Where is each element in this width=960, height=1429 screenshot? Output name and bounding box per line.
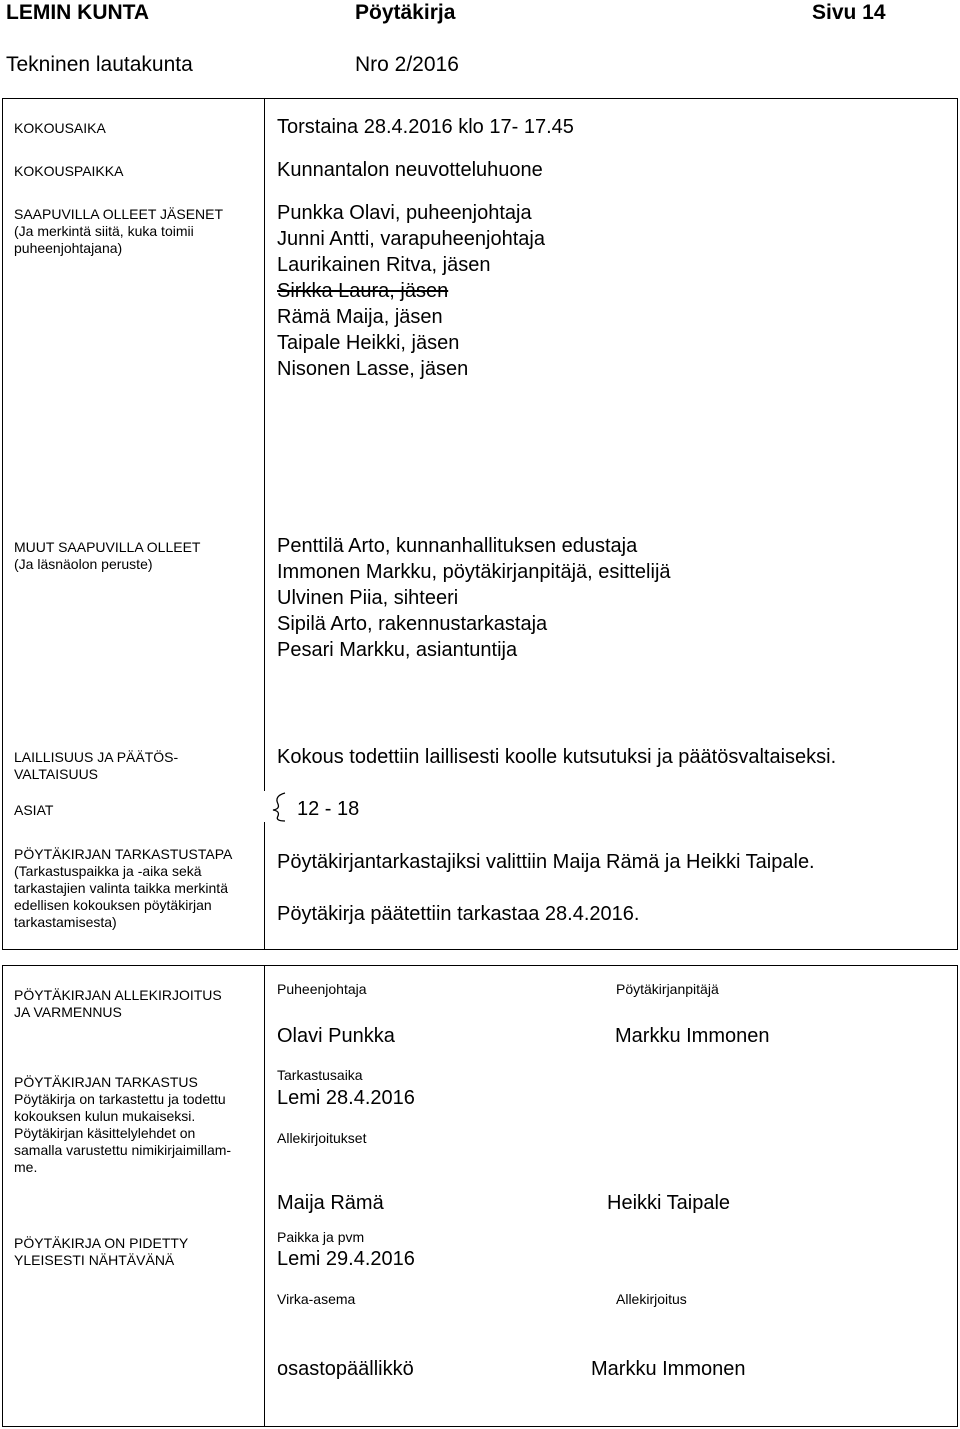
others-label	[14, 539, 200, 573]
check-label-line: PÖYTÄKIRJAN TARKASTUS	[14, 1074, 198, 1090]
members-label-line: (Ja merkintä siitä, kuka toimii	[14, 223, 194, 239]
review-label-line: (Tarkastuspaikka ja -aika sekä	[14, 863, 202, 879]
board-name: Tekninen lautakunta	[6, 53, 193, 76]
matters-value: 12 - 18	[297, 798, 360, 820]
check-label-line: samalla varustettu nimikirjaimillam-	[14, 1142, 232, 1158]
check-label-line: Pöytäkirja on tarkastettu ja todettu	[14, 1091, 226, 1107]
member-item-struck: Sirkka Laura, jäsen	[277, 280, 449, 302]
chair-label: Puheenjohtaja	[277, 981, 367, 997]
check-time-value: Lemi 28.4.2016	[277, 1087, 415, 1109]
checker-2-name: Heikki Taipale	[607, 1192, 731, 1214]
legality-label-line: VALTAISUUS	[14, 766, 99, 782]
page-number: Sivu 14	[812, 1, 886, 24]
member-item: Junni Antti, varapuheenjohtaja	[277, 228, 545, 250]
review-value-inspectors: Pöytäkirjantarkastajiksi valittiin Maija Rämä ja Heikki Taipale.	[277, 851, 815, 873]
member-item: Rämä Maija, jäsen	[277, 306, 443, 328]
secretary-name: Markku Immonen	[615, 1025, 770, 1047]
member-item: Laurikainen Ritva, jäsen	[277, 254, 491, 276]
member-item: Taipale Heikki, jäsen	[277, 332, 460, 354]
document-number: Nro 2/2016	[355, 53, 459, 76]
chair-name: Olavi Punkka	[277, 1025, 395, 1047]
legality-value: Kokous todettiin laillisesti koolle kutsutuksi ja päätösvaltaiseksi.	[277, 746, 837, 768]
members-label	[14, 206, 223, 257]
check-label-line: kokouksen kulun mukaiseksi.	[14, 1108, 196, 1124]
check-time-label: Tarkastusaika	[277, 1067, 363, 1083]
meeting-place-value: Kunnantalon neuvotteluhuone	[277, 159, 543, 181]
signature-frame	[2, 965, 958, 1427]
other-attendee: Penttilä Arto, kunnanhallituksen edustaja	[277, 535, 638, 557]
signature-column-divider	[264, 965, 265, 1427]
others-label-line: MUUT SAAPUVILLA OLLEET	[14, 539, 201, 555]
review-label	[14, 846, 232, 931]
review-label-line: PÖYTÄKIRJAN TARKASTUSTAPA	[14, 846, 233, 862]
place-date-value: Lemi 29.4.2016	[277, 1248, 415, 1270]
review-value-date: Pöytäkirja päätettiin tarkastaa 28.4.2016.	[277, 903, 640, 925]
review-label-line: tarkastajien valinta taikka merkintä	[14, 880, 228, 896]
members-label-line: puheenjohtajana)	[14, 240, 123, 256]
position-value: osastopäällikkö	[277, 1358, 414, 1380]
review-label-line: edellisen kokouksen pöytäkirjan	[14, 897, 212, 913]
secretary-label: Pöytäkirjanpitäjä	[616, 981, 719, 997]
signing-label-line: PÖYTÄKIRJAN ALLEKIRJOITUS	[14, 987, 222, 1003]
member-item: Punkka Olavi, puheenjohtaja	[277, 202, 532, 224]
check-label	[14, 1074, 231, 1176]
other-attendee: Ulvinen Piia, sihteeri	[277, 587, 459, 609]
position-label: Virka-asema	[277, 1291, 356, 1307]
matters-label: ASIAT	[14, 802, 54, 818]
public-label	[14, 1235, 188, 1269]
column-divider	[264, 98, 265, 791]
public-label-line: YLEISESTI NÄHTÄVÄNÄ	[14, 1252, 175, 1268]
place-date-label: Paikka ja pvm	[277, 1229, 365, 1245]
review-label-line: tarkastamisesta)	[14, 914, 117, 930]
legality-label	[14, 749, 178, 783]
signer-name: Markku Immonen	[591, 1358, 746, 1380]
others-list	[277, 533, 671, 663]
signing-label-line: JA VARMENNUS	[14, 1004, 122, 1020]
other-attendee: Sipilä Arto, rakennustarkastaja	[277, 613, 548, 635]
others-label-line: (Ja läsnäolon peruste)	[14, 556, 153, 572]
column-divider-lower	[264, 822, 265, 950]
checker-1-name: Maija Rämä	[277, 1192, 384, 1214]
brace-mark	[272, 792, 286, 822]
signatures-label: Allekirjoitukset	[277, 1130, 367, 1146]
meeting-place-label: KOKOUSPAIKKA	[14, 163, 124, 179]
members-list	[277, 200, 545, 382]
document-type: Pöytäkirja	[355, 1, 456, 24]
meeting-time-label: KOKOUSAIKA	[14, 120, 106, 136]
other-attendee: Immonen Markku, pöytäkirjanpitäjä, esittelijä	[277, 561, 671, 583]
legality-label-line: LAILLISUUS JA PÄÄTÖS-	[14, 749, 179, 765]
other-attendee: Pesari Markku, asiantuntija	[277, 639, 518, 661]
members-label-line: SAAPUVILLA OLLEET JÄSENET	[14, 206, 224, 222]
signing-label	[14, 987, 222, 1021]
signature-label: Allekirjoitus	[616, 1291, 687, 1307]
member-item: Nisonen Lasse, jäsen	[277, 358, 469, 380]
municipality-name: LEMIN KUNTA	[6, 1, 150, 24]
public-label-line: PÖYTÄKIRJA ON PIDETTY	[14, 1235, 189, 1251]
check-label-line: Pöytäkirjan käsittelylehdet on	[14, 1125, 196, 1141]
check-label-line: me.	[14, 1159, 38, 1175]
meeting-time-value: Torstaina 28.4.2016 klo 17- 17.45	[277, 116, 574, 138]
